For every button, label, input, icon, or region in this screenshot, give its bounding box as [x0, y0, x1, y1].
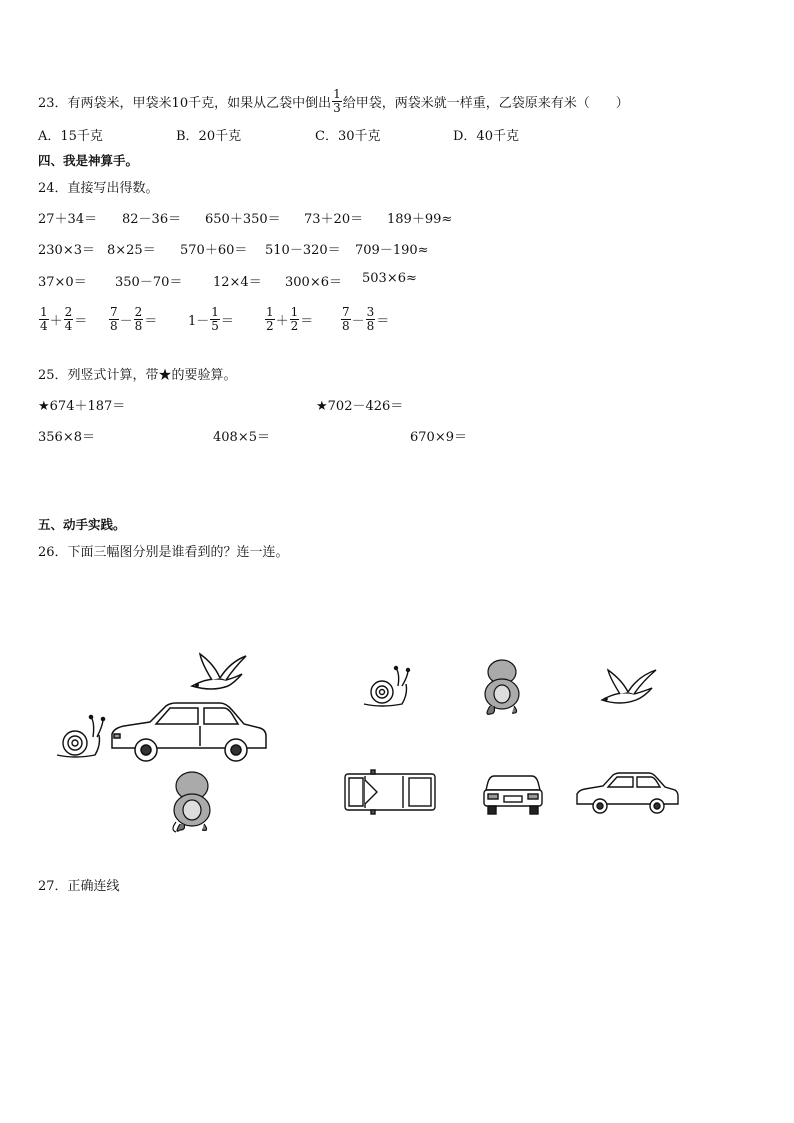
operator: ＋ [275, 314, 289, 329]
q23-suffix: 给甲袋，两袋米就一样重，乙袋原来有米（ ） [342, 96, 629, 111]
frac-b [64, 306, 74, 333]
denominator: 8 [110, 319, 118, 333]
q25-item-4: 408×5＝ [213, 430, 270, 445]
car-icon [112, 703, 266, 761]
numerator: 1 [290, 305, 299, 319]
q23-stem [38, 88, 629, 115]
q24-r3-c3: 12×4＝ [213, 275, 262, 290]
denominator: 5 [211, 319, 219, 333]
monkey-icon [485, 660, 519, 714]
frac-a [341, 306, 351, 333]
q23-option-b[interactable]: B．20千克 [176, 129, 242, 144]
q25-title: 25．列竖式计算，带★的要验算。 [38, 368, 237, 383]
denominator: 2 [266, 319, 274, 333]
numerator: 7 [342, 305, 350, 319]
q24-r3-c1: 37×0＝ [38, 275, 87, 290]
denominator: 4 [64, 319, 73, 333]
q24-frac-expr-1 [38, 306, 87, 333]
monkey-icon [173, 772, 210, 832]
bird-icon [602, 670, 656, 703]
q24-title: 24．直接写出得数。 [38, 181, 159, 196]
q24-r1-c3: 650＋350＝ [205, 212, 281, 227]
numerator: 3 [366, 305, 375, 319]
q23-frac-num: 1 [333, 87, 341, 101]
car-side-view-icon [577, 773, 678, 813]
q23-prefix: 23．有两袋米，甲袋米10千克，如果从乙袋中倒出 [38, 96, 332, 111]
operator: ＋ [49, 314, 63, 329]
q25-item-3: 356×8＝ [38, 430, 95, 445]
q24-frac-expr-3 [188, 306, 234, 333]
q26-snail-option[interactable] [362, 666, 412, 711]
q24-r2-c4: 510－320＝ [265, 243, 341, 258]
q24-r2-c1: 230×3＝ [38, 243, 95, 258]
q26-scene-illustration [50, 645, 275, 835]
bird-icon [192, 654, 246, 689]
frac-a [109, 306, 119, 333]
q24-r3-c2: 350－70＝ [115, 275, 183, 290]
q26-car-front-view[interactable] [482, 772, 544, 817]
snail-icon [364, 667, 410, 707]
q24-r1-c5: 189＋99≈ [387, 212, 453, 227]
q23-fraction [332, 88, 342, 115]
numerator: 2 [64, 305, 73, 319]
q24-r2-c2: 8×25＝ [107, 243, 156, 258]
numerator: 1 [266, 305, 274, 319]
equals: ＝ [220, 314, 234, 329]
snail-icon [57, 715, 105, 757]
q27-title: 27．正确连线 [38, 879, 120, 894]
numerator: 1 [211, 305, 219, 319]
numerator: 7 [110, 305, 118, 319]
q24-r1-c1: 27＋34＝ [38, 212, 98, 227]
q25-item-1: ★674＋187＝ [38, 399, 126, 414]
frac-a [39, 306, 49, 333]
q24-frac-expr-4 [264, 306, 313, 333]
q24-frac-expr-2 [108, 306, 157, 333]
denominator: 8 [134, 319, 143, 333]
q26-monkey-option[interactable] [480, 658, 524, 718]
q24-frac-expr-5 [340, 306, 389, 333]
operator: － [119, 314, 133, 329]
q24-r3-c4: 300×6＝ [285, 275, 342, 290]
lead-term: 1－ [188, 314, 210, 329]
q26-car-top-view[interactable] [343, 770, 438, 815]
q24-r3-c5: 503×6≈ [362, 271, 417, 286]
numerator: 2 [134, 305, 143, 319]
car-top-view-icon [345, 770, 435, 814]
denominator: 8 [366, 319, 375, 333]
section5-title: 五、动手实践。 [38, 517, 126, 532]
equals: ＝ [144, 314, 158, 329]
q25-item-5: 670×9＝ [410, 430, 467, 445]
equals: ＝ [300, 314, 314, 329]
q23-option-a[interactable]: A．15千克 [38, 129, 103, 144]
denominator: 8 [342, 319, 350, 333]
q23-option-d[interactable]: D．40千克 [453, 129, 519, 144]
q25-item-2: ★702－426＝ [316, 399, 404, 414]
q23-frac-den: 3 [333, 101, 341, 115]
frac-b [290, 306, 300, 333]
equals: ＝ [376, 314, 390, 329]
q24-r2-c3: 570＋60＝ [180, 243, 248, 258]
denominator: 2 [290, 319, 299, 333]
q24-r2-c5: 709－190≈ [355, 243, 429, 258]
q26-title: 26．下面三幅图分别是谁看到的？连一连。 [38, 545, 289, 560]
q23-option-c[interactable]: C．30千克 [315, 129, 381, 144]
q24-r1-c2: 82－36＝ [122, 212, 182, 227]
frac-b [210, 306, 220, 333]
numerator: 1 [40, 305, 48, 319]
section4-title: 四、我是神算手。 [38, 153, 139, 168]
q24-r1-c4: 73＋20＝ [304, 212, 364, 227]
q26-car-side-view[interactable] [575, 770, 680, 815]
q26-bird-option[interactable] [600, 668, 660, 708]
car-front-view-icon [484, 776, 542, 814]
denominator: 4 [40, 319, 48, 333]
equals: ＝ [74, 314, 88, 329]
frac-a [265, 306, 275, 333]
frac-b [134, 306, 144, 333]
operator: － [351, 314, 365, 329]
frac-b [366, 306, 376, 333]
